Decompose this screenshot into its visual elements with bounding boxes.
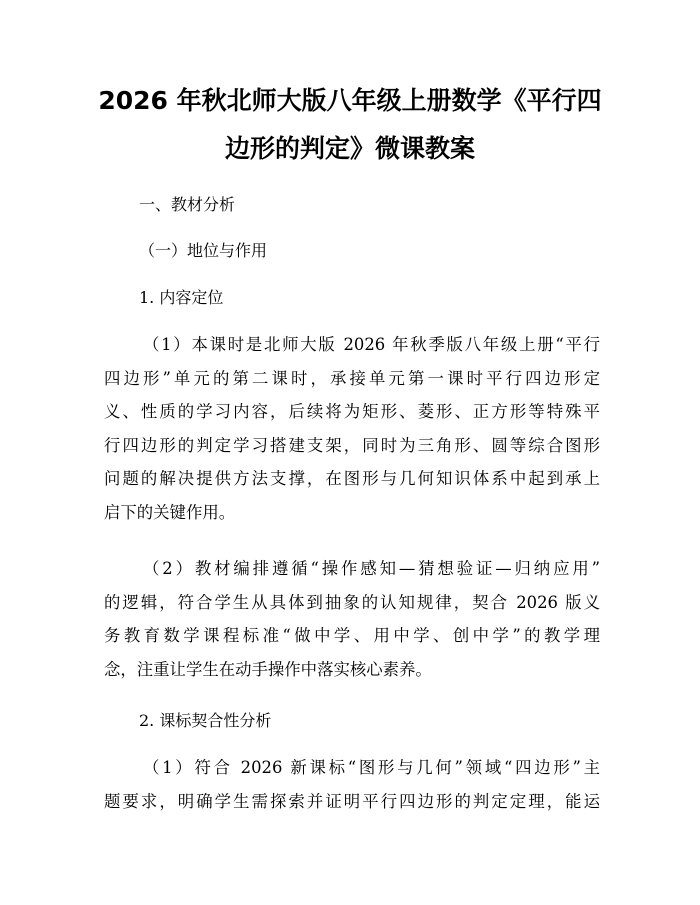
paragraph-line: 行四边形的判定学习搭建支架，同时为三角形、圆等综合图形 [104, 435, 600, 455]
subsection-heading: （一）地位与作用 [139, 241, 268, 260]
paragraph-line: 念，注重让学生在动手操作中落实核心素养。 [104, 659, 432, 679]
paragraph-line: 四边形”单元的第二课时，承接单元第一课时平行四边形定 [104, 368, 600, 388]
paragraph-line: 题要求，明确学生需探索并证明平行四边形的判定定理，能运 [104, 791, 600, 811]
paragraph-line: 务教育数学课程标准“做中学、用中学、创中学”的教学理 [104, 626, 600, 646]
paragraph-line: 的逻辑，符合学生从具体到抽象的认知规律，契合 2026 版义 [104, 592, 600, 612]
paragraph-line: 义、性质的学习内容，后续将为矩形、菱形、正方形等特殊平 [104, 402, 600, 422]
item-heading: 2. 课标契合性分析 [139, 711, 272, 730]
paragraph-line: （1）本课时是北师大版 2026 年秋季版八年级上册“平行 [143, 335, 600, 354]
paragraph-content-positioning-2 [104, 552, 600, 686]
document-title-line-2: 边形的判定》微课教案 [224, 134, 475, 163]
paragraph-standards-alignment [104, 751, 600, 818]
document-title-line-1: 2026 年秋北师大版八年级上册数学《平行四 [98, 86, 602, 115]
paragraph-content-positioning-1 [104, 328, 600, 530]
item-heading: 1. 内容定位 [139, 288, 224, 307]
paragraph-line: 启下的关键作用。 [104, 502, 236, 522]
paragraph-line: （2）教材编排遵循“操作感知—猜想验证—归纳应用” [143, 559, 600, 578]
section-heading: 一、教材分析 [139, 195, 236, 214]
paragraph-line: （1）符合 2026 新课标“图形与几何”领域“四边形”主 [143, 758, 600, 777]
paragraph-line: 问题的解决提供方法支撑，在图形与几何知识体系中起到承上 [104, 469, 600, 489]
